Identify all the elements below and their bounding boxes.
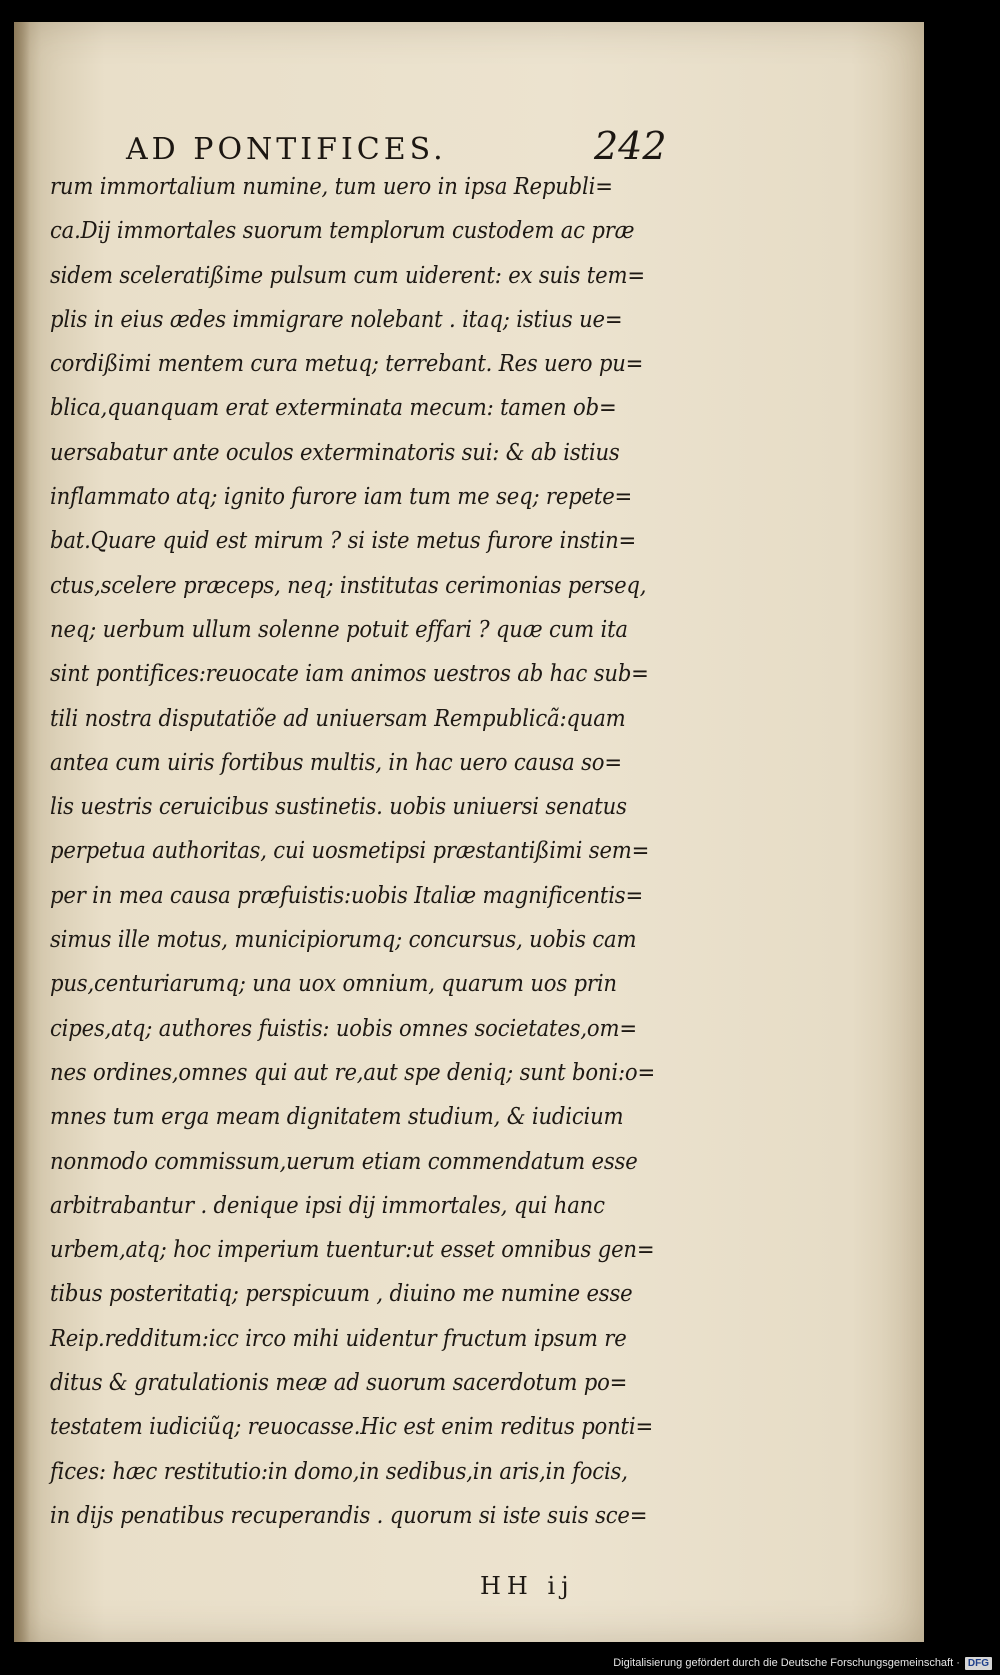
text-line: ditus & gratulationis meæ ad suorum sacerdotum po= xyxy=(50,1370,628,1397)
text-line: nes ordines,omnes qui aut re,aut spe deniq; sunt boni:o= xyxy=(50,1059,656,1086)
text-line: fices: hæc restitutio:in domo,in sedibus,in aris,in focis, xyxy=(50,1458,628,1485)
text-line: inflammato atq; ignito furore iam tum me seq; repete= xyxy=(50,484,633,511)
text-line: urbem,atq; hoc imperium tuentur:ut esset omnibus gen= xyxy=(50,1237,655,1264)
text-line: pus,centuriarumq; una uox omnium, quarum uos prin xyxy=(50,971,617,998)
text-line: cordißimi mentem cura metuq; terrebant. Res uero pu= xyxy=(50,351,644,378)
text-line: in dijs penatibus recuperandis . quorum si iste suis sce= xyxy=(50,1502,648,1529)
text-line: nonmodo commissum,uerum etiam commendatum esse xyxy=(50,1148,638,1175)
text-line: per in mea causa præfuistis:uobis Italiæ magnificentis= xyxy=(50,882,644,909)
text-line: lis uestris ceruicibus sustinetis. uobis uniuersi senatus xyxy=(50,794,627,821)
dfg-logo: DFG xyxy=(965,1657,992,1670)
page-gutter-shadow xyxy=(14,22,30,1642)
text-line: tibus posteritatiq; perspicuum , diuino me numine esse xyxy=(50,1281,633,1308)
text-line: neq; uerbum ullum solenne potuit effari ? quæ cum ita xyxy=(50,616,628,643)
text-line: uersabatur ante oculos exterminatoris sui: & ab istius xyxy=(50,439,620,466)
credit-text: Digitalisierung gefördert durch die Deutsche Forschungsgemeinschaft · xyxy=(613,1657,960,1669)
signature-mark: HH ij xyxy=(480,1572,575,1600)
text-line: rum immortalium numine, tum uero in ipsa Republi= xyxy=(50,174,613,200)
text-line: sint pontifices:reuocate iam animos uestros ab hac sub= xyxy=(50,661,649,688)
text-line: sidem sceleratißime pulsum cum uiderent: ex suis tem= xyxy=(50,262,645,289)
text-line: testatem iudiciũq; reuocasse.Hic est enim reditus ponti= xyxy=(50,1414,654,1441)
latin-text-block xyxy=(50,165,740,1538)
text-line: tili nostra disputatiõe ad uniuersam Rempublicã:quam xyxy=(50,705,626,732)
text-line: blica,quanquam erat exterminata mecum: tamen ob= xyxy=(50,395,617,422)
page-number: 242 xyxy=(594,124,667,168)
running-head: AD PONTIFICES. xyxy=(126,132,447,167)
text-line: bat.Quare quid est mirum ? si iste metus furore instin= xyxy=(50,528,637,555)
text-line: perpetua authoritas, cui uosmetipsi præstantißimi sem= xyxy=(50,838,650,865)
text-line: cipes,atq; authores fuistis: uobis omnes societates,om= xyxy=(50,1015,637,1042)
text-line: ca.Dij immortales suorum templorum custodem ac præ xyxy=(50,218,635,245)
text-line: simus ille motus, municipiorumq; concursus, uobis cam xyxy=(50,927,637,954)
text-line: antea cum uiris fortibus multis, in hac uero causa so= xyxy=(50,749,622,776)
text-line: Reip.redditum:icc irco mihi uidentur fructum ipsum re xyxy=(50,1325,627,1352)
text-line: ctus,scelere præceps, neq; institutas cerimonias perseq, xyxy=(50,572,647,599)
text-line: arbitrabantur . denique ipsi dij immortales, qui hanc xyxy=(50,1192,605,1219)
text-line: plis in eius ædes immigrare nolebant . itaq; istius ue= xyxy=(50,306,623,333)
book-page xyxy=(14,22,924,1642)
text-line: mnes tum erga meam dignitatem studium, & iudicium xyxy=(50,1104,624,1131)
digitization-credit xyxy=(613,1654,992,1672)
